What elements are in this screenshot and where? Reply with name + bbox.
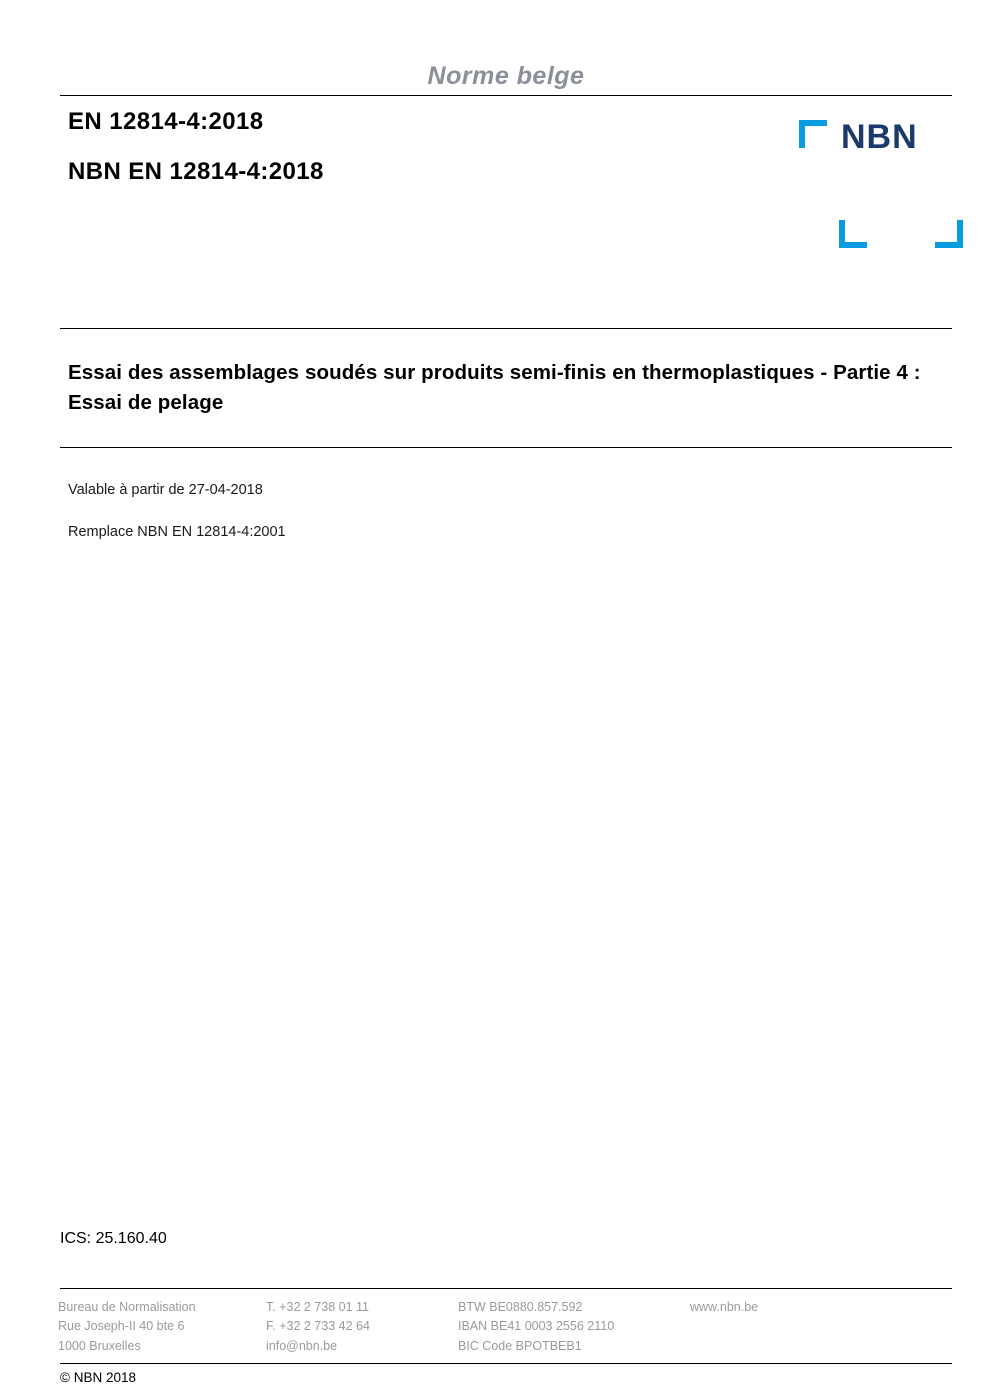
document-info	[68, 482, 768, 566]
ics-code: ICS: 25.160.40	[60, 1230, 167, 1247]
footer-contact-block	[58, 1298, 892, 1356]
divider-below-title	[60, 447, 952, 448]
footer-phone: T. +32 2 738 01 11	[266, 1300, 369, 1314]
footer-email[interactable]: info@nbn.be	[266, 1338, 338, 1353]
logo-corner-top-left-icon	[799, 120, 827, 148]
footer-website-link[interactable]: www.nbn.be	[690, 1300, 759, 1314]
footer-iban: IBAN BE41 0003 2556 2110	[458, 1319, 615, 1334]
divider-under-header	[60, 95, 952, 96]
page-header-title: Norme belge	[427, 62, 585, 90]
footer-address-line-2: Rue Joseph-II 40 bte 6	[58, 1319, 185, 1334]
en-reference: EN 12814-4:2018	[68, 108, 264, 135]
footer-website[interactable]	[690, 1298, 870, 1356]
divider-above-copyright	[60, 1363, 952, 1364]
footer-bic: BIC Code BPOTBEB1	[458, 1338, 582, 1353]
footer-contact	[266, 1298, 458, 1356]
logo-corner-bottom-left-icon	[839, 220, 867, 248]
footer-fax: F. +32 2 733 42 64	[266, 1319, 370, 1334]
logo-corner-bottom-right-icon	[935, 220, 963, 248]
page-content	[60, 0, 952, 1393]
footer-fiscal	[458, 1298, 690, 1356]
footer-vat: BTW BE0880.857.592	[458, 1300, 583, 1314]
logo-text: NBN	[841, 118, 918, 156]
footer-address-line-3: 1000 Bruxelles	[58, 1338, 141, 1353]
replaces-text: Remplace NBN EN 12814-4:2001	[68, 524, 286, 540]
divider-above-title	[60, 328, 952, 329]
footer-address	[58, 1298, 266, 1356]
standard-references	[68, 108, 324, 208]
copyright-text: © NBN 2018	[60, 1370, 136, 1385]
valid-from-text: Valable à partir de 27-04-2018	[68, 482, 263, 498]
footer-address-line-1: Bureau de Normalisation	[58, 1300, 196, 1314]
document-title: Essai des assemblages soudés sur produits semi-finis en thermoplastiques - Partie 4 : Essai de pelage	[68, 361, 921, 414]
divider-above-footer	[60, 1288, 952, 1289]
nbn-logo	[795, 110, 955, 260]
nbn-reference: NBN EN 12814-4:2018	[68, 158, 324, 185]
